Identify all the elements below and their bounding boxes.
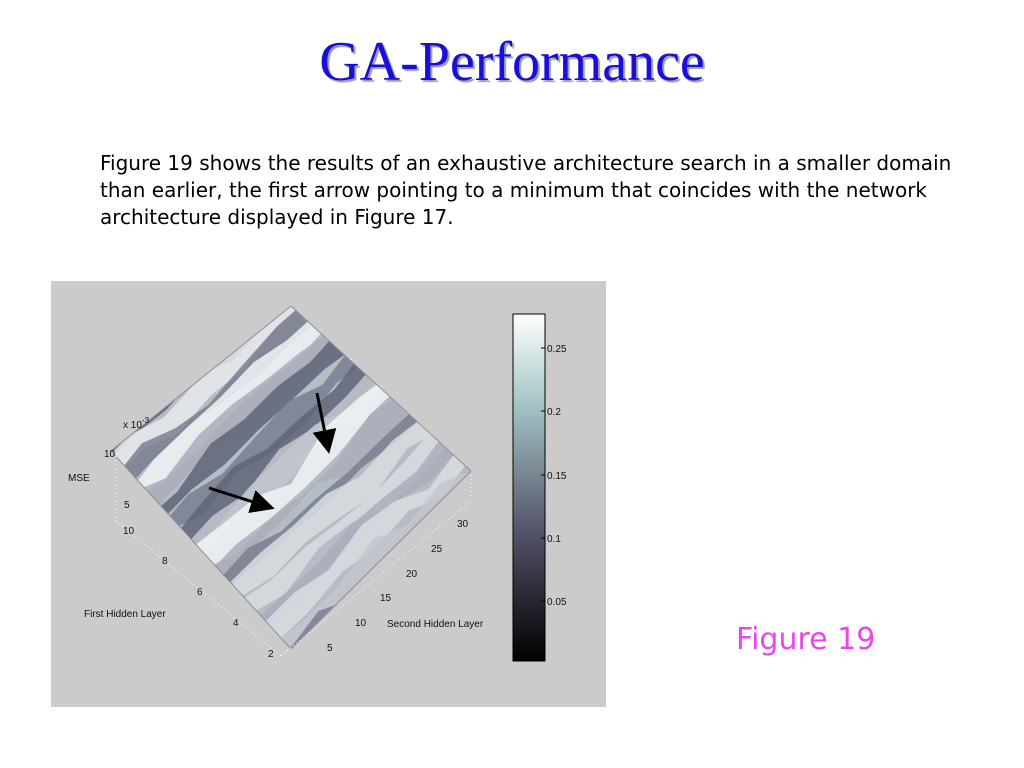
figure-19-panel bbox=[51, 281, 606, 707]
y-tick-30: 30 bbox=[457, 519, 469, 530]
x-tick-6: 6 bbox=[197, 587, 203, 598]
x-tick-8: 8 bbox=[162, 556, 168, 567]
colorbar-tick-0-2: 0.2 bbox=[547, 407, 561, 418]
y-tick-15: 15 bbox=[380, 593, 392, 604]
slide-body-text: Figure 19 shows the results of an exhaustive architecture search in a smaller domain than earlier, the first arrow pointing to a minimum that coincides with the network architecture displayed in Figure 17. bbox=[100, 151, 952, 229]
surface-plot bbox=[51, 281, 606, 707]
y-tick-5: 5 bbox=[327, 643, 333, 654]
colorbar-tick-0-05: 0.05 bbox=[547, 597, 567, 608]
z-exponent-label: x $10^{-3}$ bbox=[123, 416, 150, 431]
z-tick-5: 5 bbox=[124, 500, 130, 511]
y-tick-25: 25 bbox=[431, 544, 443, 555]
x-tick-2: 2 bbox=[268, 649, 274, 660]
z-axis-label: MSE bbox=[68, 473, 90, 484]
colorbar bbox=[513, 314, 567, 661]
y-axis-label: Second Hidden Layer bbox=[387, 619, 484, 630]
colorbar-tick-0-25: 0.25 bbox=[547, 344, 567, 355]
x-tick-10: 10 bbox=[123, 526, 135, 537]
x-tick-4: 4 bbox=[233, 618, 239, 629]
colorbar-tick-0-15: 0.15 bbox=[547, 471, 567, 482]
figure-caption: Figure 19 bbox=[736, 622, 876, 657]
z-tick-10: 10 bbox=[104, 449, 116, 460]
colorbar-tick-0-1: 0.1 bbox=[547, 534, 561, 545]
x-axis-label: First Hidden Layer bbox=[84, 609, 166, 620]
y-tick-20: 20 bbox=[406, 569, 418, 580]
y-tick-10: 10 bbox=[355, 618, 367, 629]
slide-title: GA-Performance bbox=[319, 31, 705, 93]
